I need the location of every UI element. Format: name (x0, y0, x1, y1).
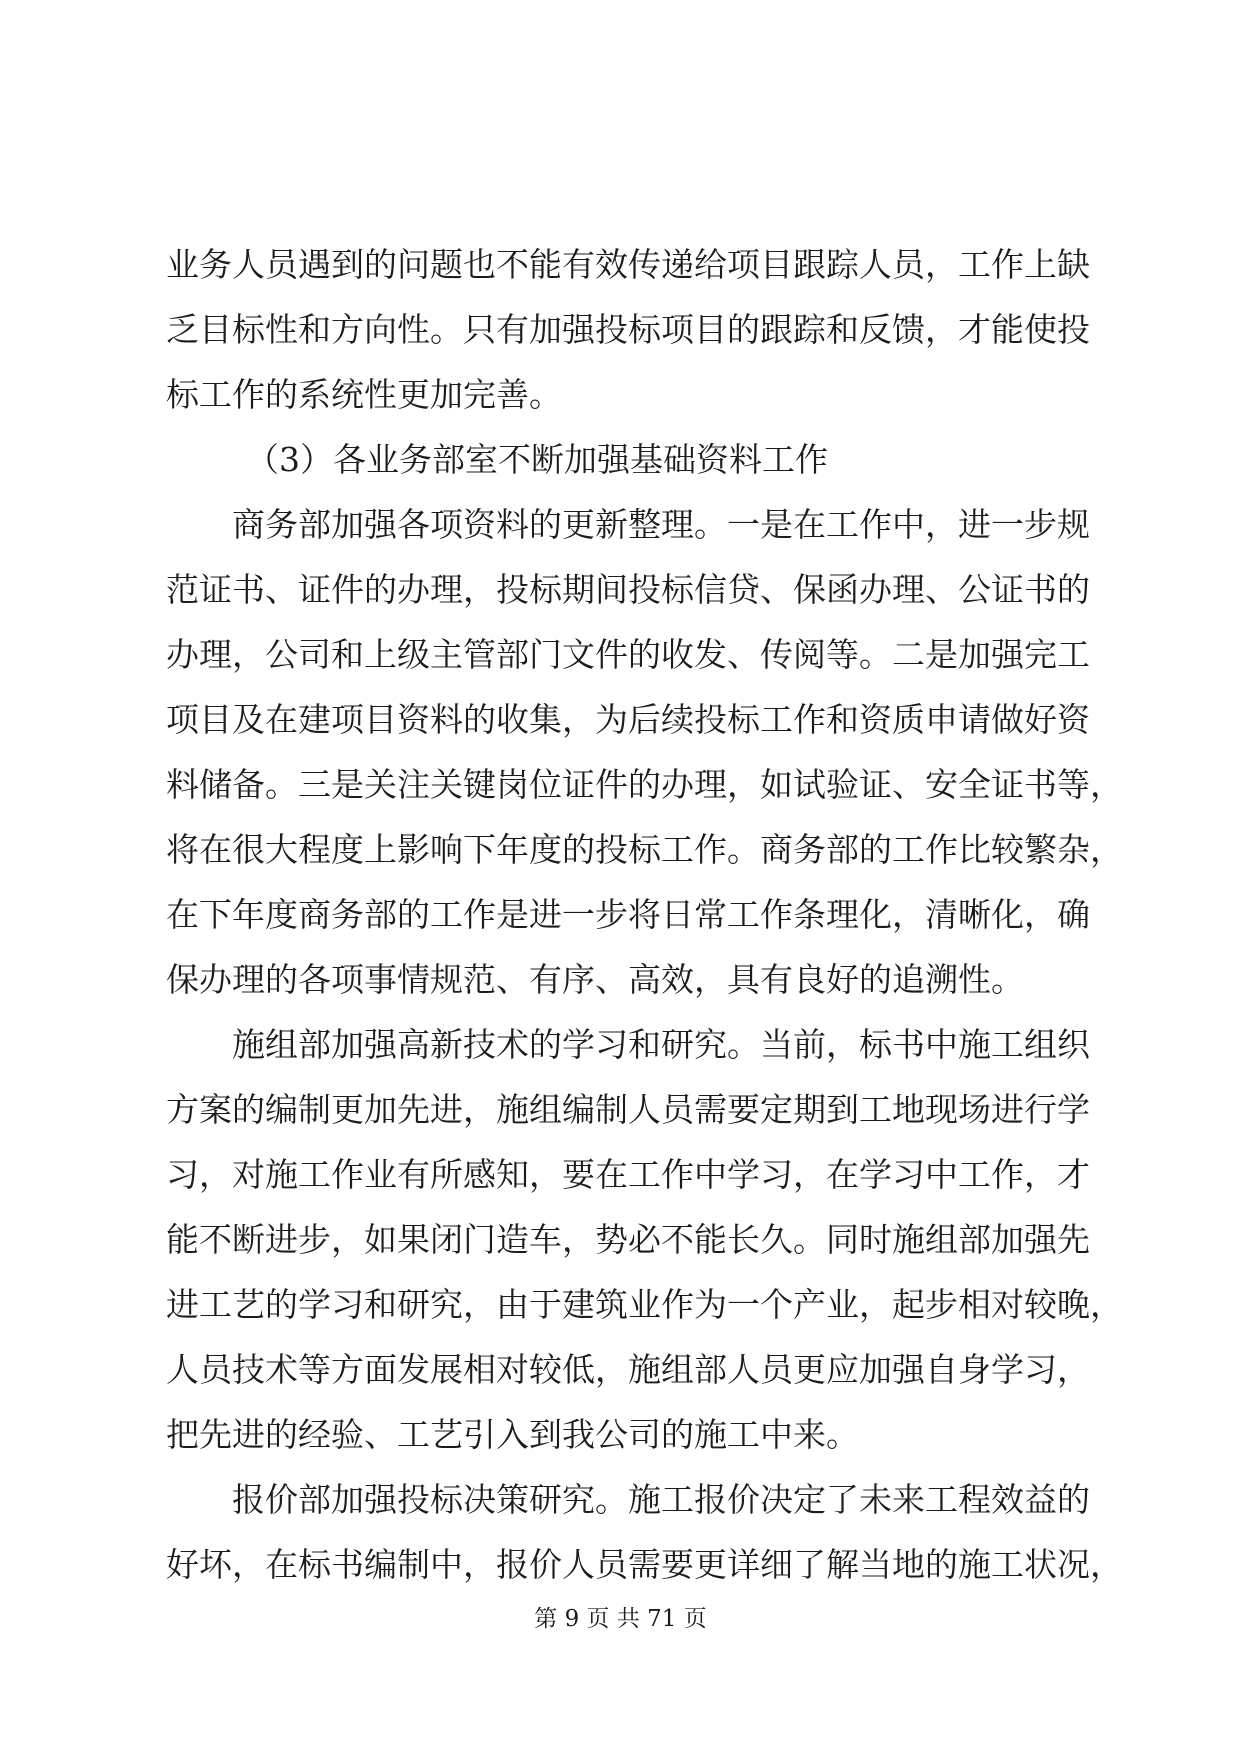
text-line: 将在很大程度上影响下年度的投标工作。商务部的工作比较繁杂， (166, 830, 1123, 869)
text-line: 报价部加强投标决策研究。施工报价决定了未来工程效益的 (232, 1480, 1090, 1519)
text-line: 项目及在建项目资料的收集，为后续投标工作和资质申请做好资 (166, 700, 1090, 739)
text-line: 方案的编制更加先进，施组编制人员需要定期到工地现场进行学 (166, 1090, 1090, 1129)
text-line: 范证书、证件的办理，投标期间投标信贷、保函办理、公证书的 (166, 570, 1090, 609)
text-line: 好坏，在标书编制中，报价人员需要更详细了解当地的施工状况， (166, 1545, 1123, 1584)
text-line: 办理，公司和上级主管部门文件的收发、传阅等。二是加强完工 (166, 635, 1090, 674)
text-line: 能不断进步，如果闭门造车，势必不能长久。同时施组部加强先 (166, 1220, 1090, 1259)
text-line: 保办理的各项事情规范、有序、高效，具有良好的追溯性。 (166, 960, 1024, 999)
text-line: 在下年度商务部的工作是进一步将日常工作条理化，清晰化，确 (166, 895, 1090, 934)
paragraph (166, 232, 1090, 427)
text-line: 业务人员遇到的问题也不能有效传递给项目跟踪人员，工作上缺 (166, 245, 1090, 284)
page-number: 第 9 页 共 71 页 (534, 1606, 707, 1632)
paragraph (166, 1012, 1123, 1467)
page-footer (0, 1600, 1241, 1633)
heading-line: （3）各业务部室不断加强基础资料工作 (246, 440, 828, 479)
text-line: 标工作的系统性更加完善。 (166, 375, 562, 414)
text-line: 进工艺的学习和研究，由于建筑业作为一个产业，起步相对较晚， (166, 1285, 1123, 1324)
document-body (166, 232, 1123, 1597)
text-line: 商务部加强各项资料的更新整理。一是在工作中，进一步规 (232, 505, 1090, 544)
text-line: 把先进的经验、工艺引入到我公司的施工中来。 (166, 1415, 859, 1454)
text-line: 乏目标性和方向性。只有加强投标项目的跟踪和反馈，才能使投 (166, 310, 1090, 349)
text-line: 习，对施工作业有所感知，要在工作中学习，在学习中工作，才 (166, 1155, 1090, 1194)
text-line: 人员技术等方面发展相对较低，施组部人员更应加强自身学习， (166, 1350, 1090, 1389)
section-heading (166, 427, 1078, 492)
text-line: 料储备。三是关注关键岗位证件的办理，如试验证、安全证书等， (166, 765, 1123, 804)
paragraph (166, 1467, 1123, 1597)
paragraph (166, 492, 1123, 1012)
text-line: 施组部加强高新技术的学习和研究。当前，标书中施工组织 (232, 1025, 1090, 1064)
